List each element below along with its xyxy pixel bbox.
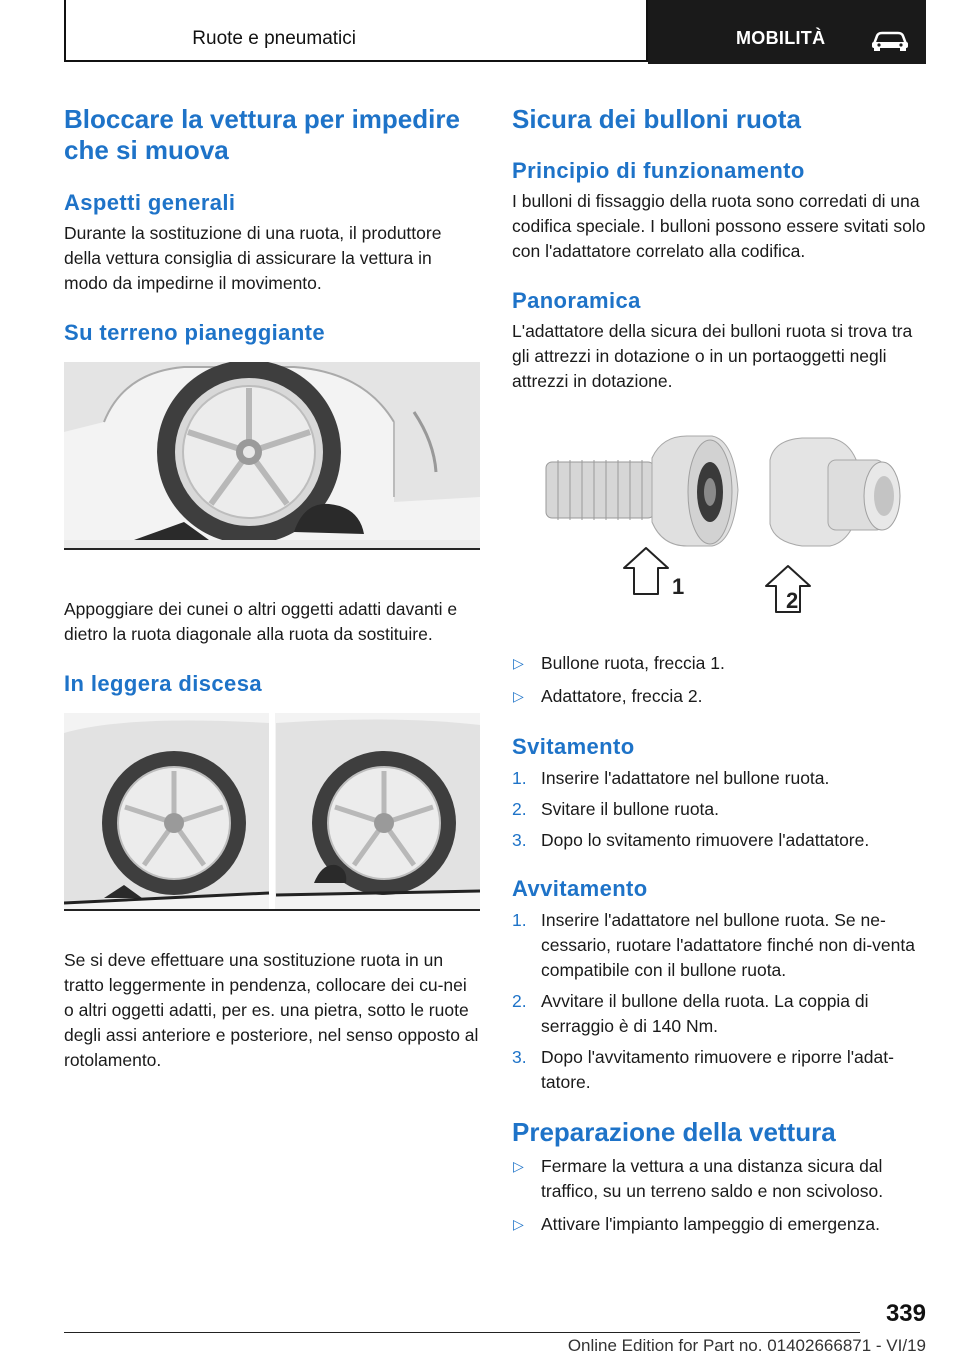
arrow-1-icon: [624, 548, 668, 594]
list-item: ▷ Fermare la vettura a una distanza sicura dal traffico, su un terreno saldo e non scivoloso.: [513, 1156, 884, 1201]
triangle-bullet-icon: ▷: [513, 1158, 524, 1174]
header-category: MOBILITÀ: [736, 28, 826, 48]
screw-steps: [512, 908, 928, 1095]
list-item: ▷ Bullone ruota, freccia 1.: [512, 651, 928, 676]
arrow-1-label: 1: [672, 574, 685, 599]
list-item: 3. Dopo lo svitamento rimuovere l'adattatore.: [512, 830, 870, 850]
heading-screwing: Avvitamento: [512, 876, 648, 901]
preparation-list: [512, 1154, 928, 1237]
heading-overview: Panoramica: [512, 288, 641, 313]
header-category-box: [648, 0, 926, 64]
arrow-2-label: 2: [786, 588, 799, 613]
heading-slight-slope: In leggera discesa: [64, 671, 262, 696]
unscrew-steps: [512, 766, 928, 853]
list-item: 2. Avvitare il bullone della ruota. La coppia di serraggio è di 140 Nm.: [512, 991, 869, 1036]
list-item: ▷ Attivare l'impianto lampeggio di emergenza.: [512, 1212, 928, 1237]
triangle-bullet-icon: ▷: [513, 688, 524, 704]
right-column: [512, 100, 928, 1237]
header-section-title: Ruote e pneumatici: [192, 28, 356, 49]
slight-slope-image: [64, 713, 480, 911]
triangle-bullet-icon: ▷: [513, 1216, 524, 1232]
list-item: 1. Inserire l'adattatore nel bullone ruota. Se ne‐cessario, ruotare l'adattatore finché non di‐venta compatibile con il bullone ruota.: [512, 910, 915, 980]
general-text: Durante la sostituzione di una ruota, il produttore della vettura consiglia di assicurare la vettura in modo da impedirne il movimento.: [64, 223, 442, 293]
lug-bolt-adapter-image: [512, 416, 928, 634]
header-section-box: [64, 0, 648, 62]
heading-unscrewing: Svitamento: [512, 734, 635, 759]
heading-general: Aspetti generali: [64, 190, 236, 215]
triangle-bullet-icon: ▷: [513, 655, 524, 671]
car-icon: [870, 28, 910, 52]
footer-divider: [64, 1332, 860, 1333]
left-column: [64, 100, 480, 1073]
principle-text: I bulloni di fissaggio della ruota sono corredati di una codifica speciale. I bulloni possono essere svitati solo con l'adattatore correlato alla codifica.: [512, 191, 926, 261]
flat-ground-text: Appoggiare dei cunei o altri oggetti adatti davanti e dietro la ruota diagonale alla ruota da sostituire.: [64, 599, 458, 644]
heading-principle: Principio di funzionamento: [512, 158, 805, 183]
heading-vehicle-preparation: Preparazione della vettura: [512, 1117, 836, 1147]
list-item: 2. Svitare il bullone ruota.: [512, 799, 720, 819]
list-item: 1. Inserire l'adattatore nel bullone ruota.: [512, 768, 830, 788]
slight-slope-text: Se si deve effettuare una sostituzione ruota in un tratto leggermente in pendenza, collocare dei cu‐nei o altri oggetti adatti, per es. una pietra, sotto le ruote degli assi anteriore e posteriore, nel senso opposto al rotolamento.: [64, 950, 479, 1070]
list-item: ▷ Adattatore, freccia 2.: [512, 684, 928, 709]
heading-flat-ground: Su terreno pianeggiante: [64, 320, 326, 345]
flat-ground-image: [64, 362, 480, 550]
footer-edition: Online Edition for Part no. 01402666871 - VI/19: [567, 1336, 926, 1355]
page-header: [64, 0, 926, 64]
list-item: 3. Dopo l'avvitamento rimuovere e riporre l'adat‐tatore.: [512, 1047, 894, 1092]
overview-list: [512, 651, 928, 709]
section-title-lug-bolt-lock: Sicura dei bulloni ruota: [512, 104, 801, 134]
overview-text: L'adattatore della sicura dei bulloni ruota si trova tra gli attrezzi in dotazione o in un portaoggetti negli attrezzi in dotazione.: [512, 321, 913, 391]
page-number: 339: [885, 1300, 926, 1327]
section-title-wheel-chock: Bloccare la vettura per impedire che si muova: [64, 104, 460, 165]
